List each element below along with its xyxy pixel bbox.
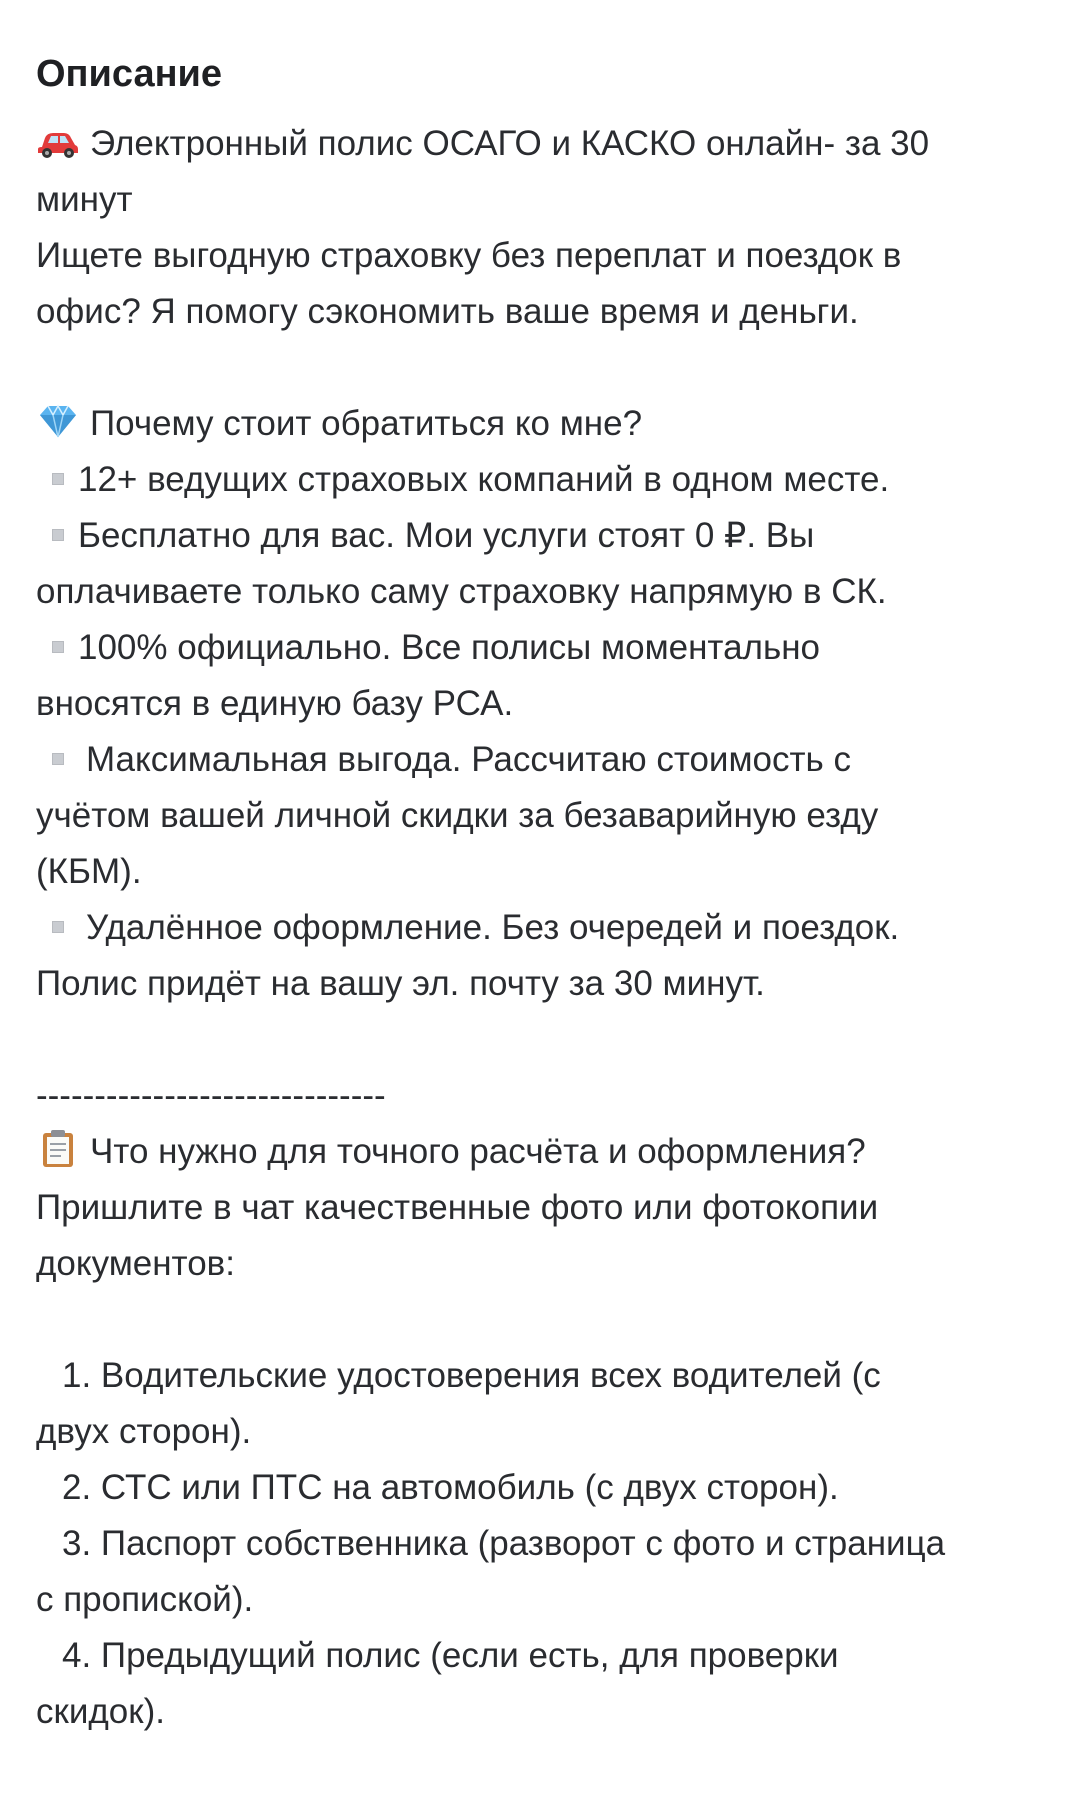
square-bullet-icon (52, 921, 64, 933)
docs-item-1-cont: двух сторон). (36, 1412, 252, 1451)
why-bullet-3-cont: вносятся в единую базу РСА. (36, 684, 514, 723)
why-heading: Почему стоит обратиться ко мне? (90, 404, 643, 443)
blank-line (36, 1012, 1044, 1068)
why-bullet-1 (36, 452, 1044, 508)
intro-text-1: Электронный полис ОСАГО и КАСКО онлайн- за 30 (90, 124, 930, 163)
square-bullet-icon (52, 641, 64, 653)
docs-heading-line (36, 1124, 1044, 1180)
why-bullet-2 (36, 508, 1044, 564)
intro-line-1 (36, 116, 1044, 172)
docs-item-2: 2. СТС или ПТС на автомобиль (с двух сторон). (62, 1468, 839, 1507)
docs-heading: Что нужно для точного расчёта и оформления? (90, 1132, 866, 1171)
divider-line: ------------------------------ (36, 1076, 386, 1115)
description-text (36, 116, 1044, 1740)
intro-line-2: минут (36, 180, 133, 219)
docs-item-3: 3. Паспорт собственника (разворот с фото и страница (62, 1524, 946, 1563)
car-icon (36, 121, 80, 161)
square-bullet-icon (52, 473, 64, 485)
why-bullet-2-text: Бесплатно для вас. Мои услуги стоят 0 ₽. Вы (78, 516, 815, 555)
docs-item-4-cont: скидок). (36, 1692, 165, 1731)
square-bullet-icon (52, 753, 64, 765)
why-bullet-5-cont: Полис придёт на вашу эл. почту за 30 минут. (36, 964, 765, 1003)
why-bullet-1-text: 12+ ведущих страховых компаний в одном месте. (78, 460, 890, 499)
blank-line (36, 340, 1044, 396)
why-bullet-4-cont-1: учётом вашей личной скидки за безаварийную езду (36, 796, 879, 835)
docs-item-1: 1. Водительские удостоверения всех водителей (с (62, 1356, 881, 1395)
why-bullet-3 (36, 620, 1044, 676)
blank-line (36, 1292, 1044, 1348)
why-bullet-5 (36, 900, 1044, 956)
docs-item-4: 4. Предыдущий полис (если есть, для проверки (62, 1636, 839, 1675)
docs-sub-1: Пришлите в чат качественные фото или фотокопии (36, 1188, 879, 1227)
square-bullet-icon (52, 529, 64, 541)
why-bullet-4-text: Максимальная выгода. Рассчитаю стоимость с (86, 740, 851, 779)
why-heading-line (36, 396, 1044, 452)
why-bullet-4 (36, 732, 1044, 788)
why-bullet-3-text: 100% официально. Все полисы моментально (78, 628, 820, 667)
docs-sub-2: документов: (36, 1244, 235, 1283)
intro-line-4: офис? Я помогу сэкономить ваше время и деньги. (36, 292, 859, 331)
why-bullet-2-cont: оплачиваете только саму страховку напрямую в СК. (36, 572, 887, 611)
intro-line-3: Ищете выгодную страховку без переплат и поездок в (36, 236, 902, 275)
docs-item-3-cont: с пропиской). (36, 1580, 254, 1619)
why-bullet-5-text: Удалённое оформление. Без очередей и поездок. (86, 908, 900, 947)
why-bullet-4-cont-2: (КБМ). (36, 852, 142, 891)
section-title: Описание (36, 53, 223, 95)
clipboard-icon (36, 1129, 80, 1169)
gem-icon (36, 401, 80, 441)
